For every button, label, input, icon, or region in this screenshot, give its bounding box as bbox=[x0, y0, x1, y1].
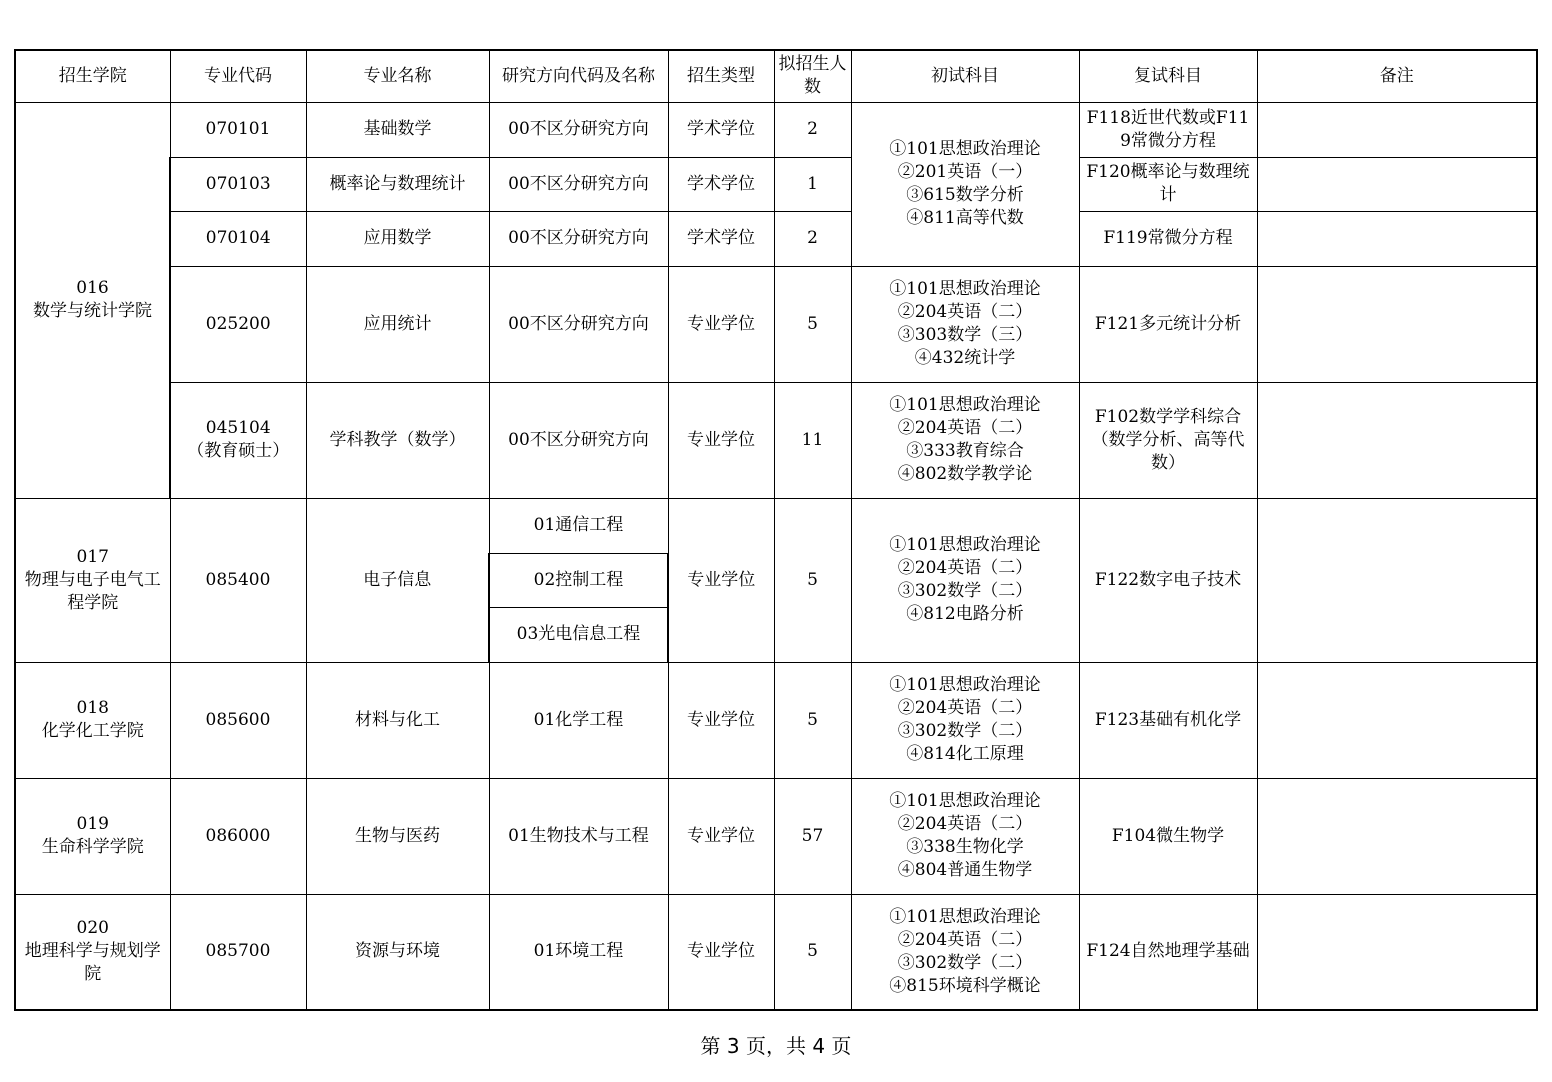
major-code: 025200 bbox=[170, 266, 306, 382]
header-direction: 研究方向代码及名称 bbox=[489, 50, 668, 102]
retest-subject: F120概率论与数理统计 bbox=[1079, 157, 1257, 211]
header-type: 招生类型 bbox=[668, 50, 774, 102]
major-name: 基础数学 bbox=[306, 102, 489, 157]
admission-count: 2 bbox=[774, 102, 851, 157]
major-name: 应用数学 bbox=[306, 211, 489, 266]
admission-type: 专业学位 bbox=[668, 266, 774, 382]
retest-subject: F119常微分方程 bbox=[1079, 211, 1257, 266]
subject-item: ②204英语（二） bbox=[897, 302, 1033, 322]
direction: 00不区分研究方向 bbox=[489, 266, 668, 382]
subject-item: ②201英语（一） bbox=[897, 162, 1033, 182]
note bbox=[1257, 157, 1537, 211]
college-code: 017 bbox=[76, 546, 109, 567]
college-cell bbox=[15, 662, 170, 778]
subject-item: ①101思想政治理论 bbox=[889, 791, 1041, 811]
subject-item: ①101思想政治理论 bbox=[889, 535, 1041, 555]
major-name: 材料与化工 bbox=[306, 662, 489, 778]
header-retest-subjects: 复试科目 bbox=[1079, 50, 1257, 102]
subject-item: ③303数学（三） bbox=[897, 325, 1033, 345]
subject-item: ②204英语（二） bbox=[897, 814, 1033, 834]
subject-item: ②204英语（二） bbox=[897, 418, 1033, 438]
subject-item: ④811高等代数 bbox=[906, 208, 1024, 228]
admission-type: 专业学位 bbox=[668, 498, 774, 662]
retest-subject: F124自然地理学基础 bbox=[1079, 894, 1257, 1010]
note bbox=[1257, 894, 1537, 1010]
college-name: 数学与统计学院 bbox=[33, 301, 152, 321]
direction: 01通信工程 bbox=[489, 498, 668, 553]
major-code-cell bbox=[170, 382, 306, 498]
admission-count: 5 bbox=[774, 266, 851, 382]
header-major-name: 专业名称 bbox=[306, 50, 489, 102]
direction: 01生物技术与工程 bbox=[489, 778, 668, 894]
subject-item: ④804普通生物学 bbox=[897, 860, 1033, 880]
major-code-note: （教育硕士） bbox=[187, 441, 290, 461]
table-row bbox=[15, 266, 1537, 382]
subject-item: ②204英语（二） bbox=[897, 558, 1033, 578]
direction: 00不区分研究方向 bbox=[489, 211, 668, 266]
major-code: 086000 bbox=[170, 778, 306, 894]
admission-count: 57 bbox=[774, 778, 851, 894]
major-code: 070101 bbox=[170, 102, 306, 157]
subject-item: ①101思想政治理论 bbox=[889, 395, 1041, 415]
note bbox=[1257, 662, 1537, 778]
note bbox=[1257, 266, 1537, 382]
table-row bbox=[15, 894, 1537, 1010]
header-major-code: 专业代码 bbox=[170, 50, 306, 102]
admission-type: 专业学位 bbox=[668, 778, 774, 894]
subject-item: ②204英语（二） bbox=[897, 929, 1033, 950]
admission-type: 学术学位 bbox=[668, 102, 774, 157]
subject-item: ③615数学分析 bbox=[906, 185, 1024, 205]
retest-subject: F123基础有机化学 bbox=[1079, 662, 1257, 778]
college-cell bbox=[15, 778, 170, 894]
college-cell bbox=[15, 894, 170, 1010]
header-count: 拟招生人数 bbox=[774, 50, 851, 102]
major-name: 资源与环境 bbox=[306, 894, 489, 1010]
admission-type: 学术学位 bbox=[668, 157, 774, 211]
direction: 02控制工程 bbox=[489, 553, 668, 607]
header-notes: 备注 bbox=[1257, 50, 1537, 102]
subject-item: ③302数学（二） bbox=[897, 721, 1033, 741]
major-name: 电子信息 bbox=[306, 498, 489, 662]
major-code: 085400 bbox=[170, 498, 306, 662]
table-row bbox=[15, 498, 1537, 553]
header-college: 招生学院 bbox=[15, 50, 170, 102]
direction: 01化学工程 bbox=[489, 662, 668, 778]
retest-subject: F118近世代数或F119常微分方程 bbox=[1079, 102, 1257, 157]
subject-item: ③338生物化学 bbox=[906, 837, 1024, 857]
initial-subjects bbox=[851, 662, 1079, 778]
college-cell bbox=[15, 498, 170, 662]
direction: 01环境工程 bbox=[489, 894, 668, 1010]
college-cell bbox=[15, 102, 170, 498]
admission-table bbox=[14, 49, 1538, 1011]
subject-item: ③302数学（二） bbox=[897, 581, 1033, 601]
note bbox=[1257, 382, 1537, 498]
header-initial-subjects: 初试科目 bbox=[851, 50, 1079, 102]
table-row bbox=[15, 211, 1537, 266]
major-name: 学科教学（数学） bbox=[306, 382, 489, 498]
admission-type: 专业学位 bbox=[668, 894, 774, 1010]
admission-count: 1 bbox=[774, 157, 851, 211]
admission-type: 专业学位 bbox=[668, 382, 774, 498]
college-code: 018 bbox=[76, 698, 109, 718]
major-code: 045104 bbox=[205, 418, 271, 438]
table-row bbox=[15, 662, 1537, 778]
retest-subject: F122数字电子技术 bbox=[1079, 498, 1257, 662]
college-name: 物理与电子电气工程学院 bbox=[24, 569, 161, 613]
table-row bbox=[15, 778, 1537, 894]
college-code: 016 bbox=[76, 278, 109, 298]
subject-item: ③302数学（二） bbox=[897, 952, 1033, 973]
page-footer: 第 3 页，共 4 页 bbox=[700, 1034, 852, 1058]
subject-item: ④814化工原理 bbox=[906, 744, 1024, 764]
retest-subject: F104微生物学 bbox=[1079, 778, 1257, 894]
retest-subject: F121多元统计分析 bbox=[1079, 266, 1257, 382]
retest-subject: F102数学学科综合（数学分析、高等代数） bbox=[1079, 382, 1257, 498]
initial-subjects bbox=[851, 266, 1079, 382]
subject-item: ①101思想政治理论 bbox=[889, 279, 1041, 299]
admission-type: 专业学位 bbox=[668, 662, 774, 778]
subject-item: ①101思想政治理论 bbox=[889, 906, 1041, 927]
table-row bbox=[15, 157, 1537, 211]
admission-count: 5 bbox=[774, 894, 851, 1010]
note bbox=[1257, 498, 1537, 662]
major-code: 070104 bbox=[170, 211, 306, 266]
subject-item: ①101思想政治理论 bbox=[889, 139, 1041, 159]
initial-subjects bbox=[851, 894, 1079, 1010]
admission-count: 2 bbox=[774, 211, 851, 266]
major-name: 概率论与数理统计 bbox=[306, 157, 489, 211]
major-name: 生物与医药 bbox=[306, 778, 489, 894]
direction: 00不区分研究方向 bbox=[489, 382, 668, 498]
subject-item: ③333教育综合 bbox=[906, 441, 1024, 461]
header-row bbox=[15, 50, 1537, 102]
admission-count: 5 bbox=[774, 498, 851, 662]
table-row bbox=[15, 382, 1537, 498]
college-name: 生命科学学院 bbox=[41, 837, 144, 857]
major-name: 应用统计 bbox=[306, 266, 489, 382]
college-code: 020 bbox=[76, 918, 109, 939]
subject-item: ④802数学教学论 bbox=[897, 464, 1033, 484]
subject-item: ④812电路分析 bbox=[906, 604, 1024, 624]
initial-subjects bbox=[851, 382, 1079, 498]
admission-type: 学术学位 bbox=[668, 211, 774, 266]
subject-item: ②204英语（二） bbox=[897, 698, 1033, 718]
college-code: 019 bbox=[76, 814, 109, 834]
note bbox=[1257, 778, 1537, 894]
major-code: 085700 bbox=[170, 894, 306, 1010]
note bbox=[1257, 211, 1537, 266]
direction: 00不区分研究方向 bbox=[489, 157, 668, 211]
admission-count: 5 bbox=[774, 662, 851, 778]
direction: 03光电信息工程 bbox=[489, 607, 668, 662]
subject-item: ④432统计学 bbox=[914, 348, 1016, 368]
table-row bbox=[15, 102, 1537, 157]
direction: 00不区分研究方向 bbox=[489, 102, 668, 157]
initial-subjects bbox=[851, 778, 1079, 894]
college-name: 化学化工学院 bbox=[41, 721, 144, 741]
note bbox=[1257, 102, 1537, 157]
admission-count: 11 bbox=[774, 382, 851, 498]
major-code: 085600 bbox=[170, 662, 306, 778]
subject-item: ④815环境科学概论 bbox=[889, 975, 1041, 996]
initial-subjects bbox=[851, 498, 1079, 662]
initial-subjects bbox=[851, 102, 1079, 266]
major-code: 070103 bbox=[170, 157, 306, 211]
college-name: 地理科学与规划学院 bbox=[24, 941, 161, 985]
subject-item: ①101思想政治理论 bbox=[889, 675, 1041, 695]
